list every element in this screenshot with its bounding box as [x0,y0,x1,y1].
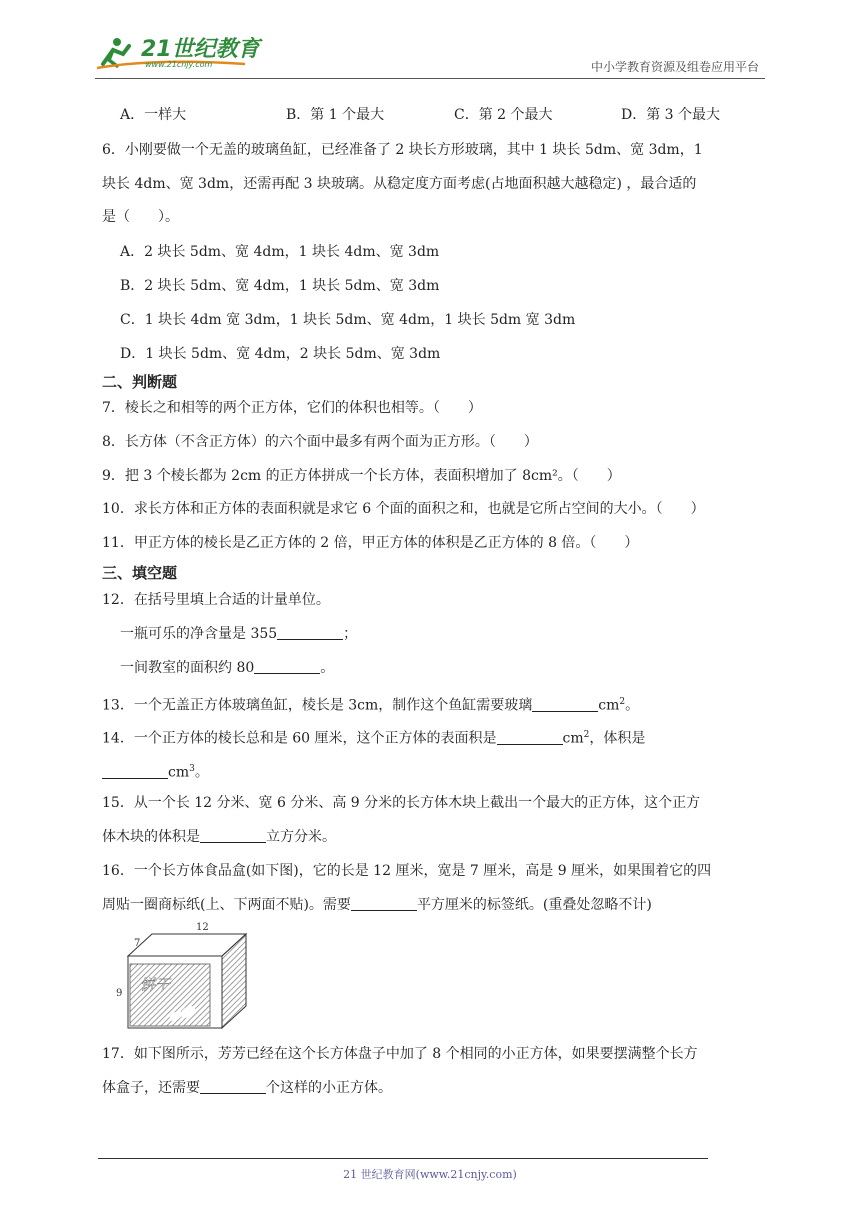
q17-line2 [102,1078,392,1098]
q13-unit: cm [598,697,620,714]
answer-blank[interactable] [200,828,266,843]
q14-line1: 14．一个正方体的棱长总和是 60 厘米，这个正方体的表面积是 $cm^2$，体积是 [102,730,646,747]
footer-divider [98,1158,708,1159]
q6-option-c: C．1 块长 4dm 宽 3dm，1 块长 5dm、宽 4dm，1 块长 5dm 宽 3dm [120,312,576,328]
q6-line1: 6．小刚要做一个无盖的玻璃鱼缸，已经准备了 2 块长方形玻璃，其中 1 块长 5dm、宽 3dm，1 [102,142,703,158]
q5-option-b: B．第 1 个最大 [286,107,385,123]
logo-text: 21世纪教育 [141,37,260,62]
q16-line2 [102,895,652,915]
q5-option-c: C．第 2 个最大 [454,107,553,123]
q12-b-text: 一间教室的面积约 80 [120,660,255,676]
q16-line1: 16．一个长方体食品盒(如下图)，它的长是 12 厘米，宽是 7 厘米，高是 9 厘米，如果围着它的四 [102,863,712,879]
q12-a [120,624,357,644]
q12-a-text: 一瓶可乐的净含量是 355 [120,626,278,642]
q5-option-a: A．一样大 [120,107,187,123]
q10: 10．求长方体和正方体的表面积就是求它 6 个面的面积之和，也就是它所占空间的大小。（ ） [102,501,705,517]
q6-option-a: A．2 块长 5dm、宽 4dm，1 块长 4dm、宽 3dm [120,244,440,260]
q14-text2: ，体积是 [589,730,646,747]
figure-label-width: 7 [134,938,141,949]
q14-unit1: cm [562,730,584,747]
q12-a-end: ； [343,626,358,642]
section-title-fill: 三、填空题 [102,564,178,582]
logo-subtext: www.21cnjy.com [145,60,213,69]
q15-end: 立方分米。 [266,829,336,845]
q14-text: 14．一个正方体的棱长总和是 60 厘米，这个正方体的表面积是 [102,730,497,747]
food-box-figure [110,918,255,1036]
q9: 9．把 3 个棱长都为 2cm 的正方体拼成一个长方体，表面积增加了 8cm²。（ ） [102,468,621,484]
answer-blank[interactable] [200,1079,266,1094]
page-header [95,30,765,79]
q16-end: 平方厘米的标签纸。(重叠处忽略不计) [416,897,652,913]
q12: 12．在括号里填上合适的计量单位。 [102,592,330,608]
q16-text: 周贴一圈商标纸(上、下两面不贴)。需要 [102,897,351,913]
q15-text: 体木块的体积是 [102,829,200,845]
answer-blank[interactable] [102,764,168,779]
q17-text: 体盒子，还需要 [102,1080,200,1096]
q6-option-b: B．2 块长 5dm、宽 4dm，1 块长 5dm、宽 3dm [120,278,440,294]
q6-line2: 块长 4dm、宽 3dm，还需再配 3 块玻璃。从稳定度方面考虑(占地面积越大越稳定) ，最合适的 [102,176,697,192]
answer-blank[interactable] [532,697,598,712]
q5-option-d: D．第 3 个最大 [621,107,721,123]
q13-text: 13．一个无盖正方体玻璃鱼缸，棱长是 3cm，制作这个鱼缸需要玻璃 [102,697,533,714]
q17-line1: 17．如下图所示，芳芳已经在这个长方体盘子中加了 8 个相同的小正方体，如果要摆满整个长方 [102,1046,698,1062]
q8: 8．长方体（不含正方体）的六个面中最多有两个面为正方形。（ ） [102,434,538,450]
answer-blank[interactable] [254,659,320,674]
answer-blank[interactable] [277,625,343,640]
q12-b-end: 。 [320,660,335,676]
q17-end: 个这样的小正方体。 [266,1080,392,1096]
q6-option-d: D．1 块长 5dm、宽 4dm，2 块长 5dm、宽 3dm [120,346,441,362]
q15-line2 [102,827,336,847]
q13: 13．一个无盖正方体玻璃鱼缸，棱长是 3cm，制作这个鱼缸需要玻璃 $cm^2$。 [102,697,640,714]
q12-b [120,658,334,678]
header-platform-text: 中小学教育资源及组卷应用平台 [590,60,759,74]
figure-label-length: 12 [196,922,209,933]
figure-box-text: 饼干 [140,976,171,994]
footer-text: 21 世纪教育网(www.21cnjy.com) [343,1168,517,1181]
q11: 11．甲正方体的棱长是乙正方体的 2 倍，甲正方体的体积是乙正方体的 8 倍。（ ） [102,535,639,551]
q7: 7．棱长之和相等的两个正方体，它们的体积也相等。（ ） [102,400,482,416]
figure-label-height: 9 [116,988,123,999]
q15-line1: 15．从一个长 12 分米、宽 6 分米、高 9 分米的长方体木块上截出一个最大的正方体，这个正方 [102,795,701,811]
answer-blank[interactable] [497,730,563,745]
answer-blank[interactable] [351,896,417,911]
section-title-judgement: 二、判断题 [102,373,178,391]
q14-unit2: cm [168,764,190,781]
q6-line3: 是（ ）。 [102,209,179,225]
q14-line2: $cm^3$。 [102,759,209,783]
